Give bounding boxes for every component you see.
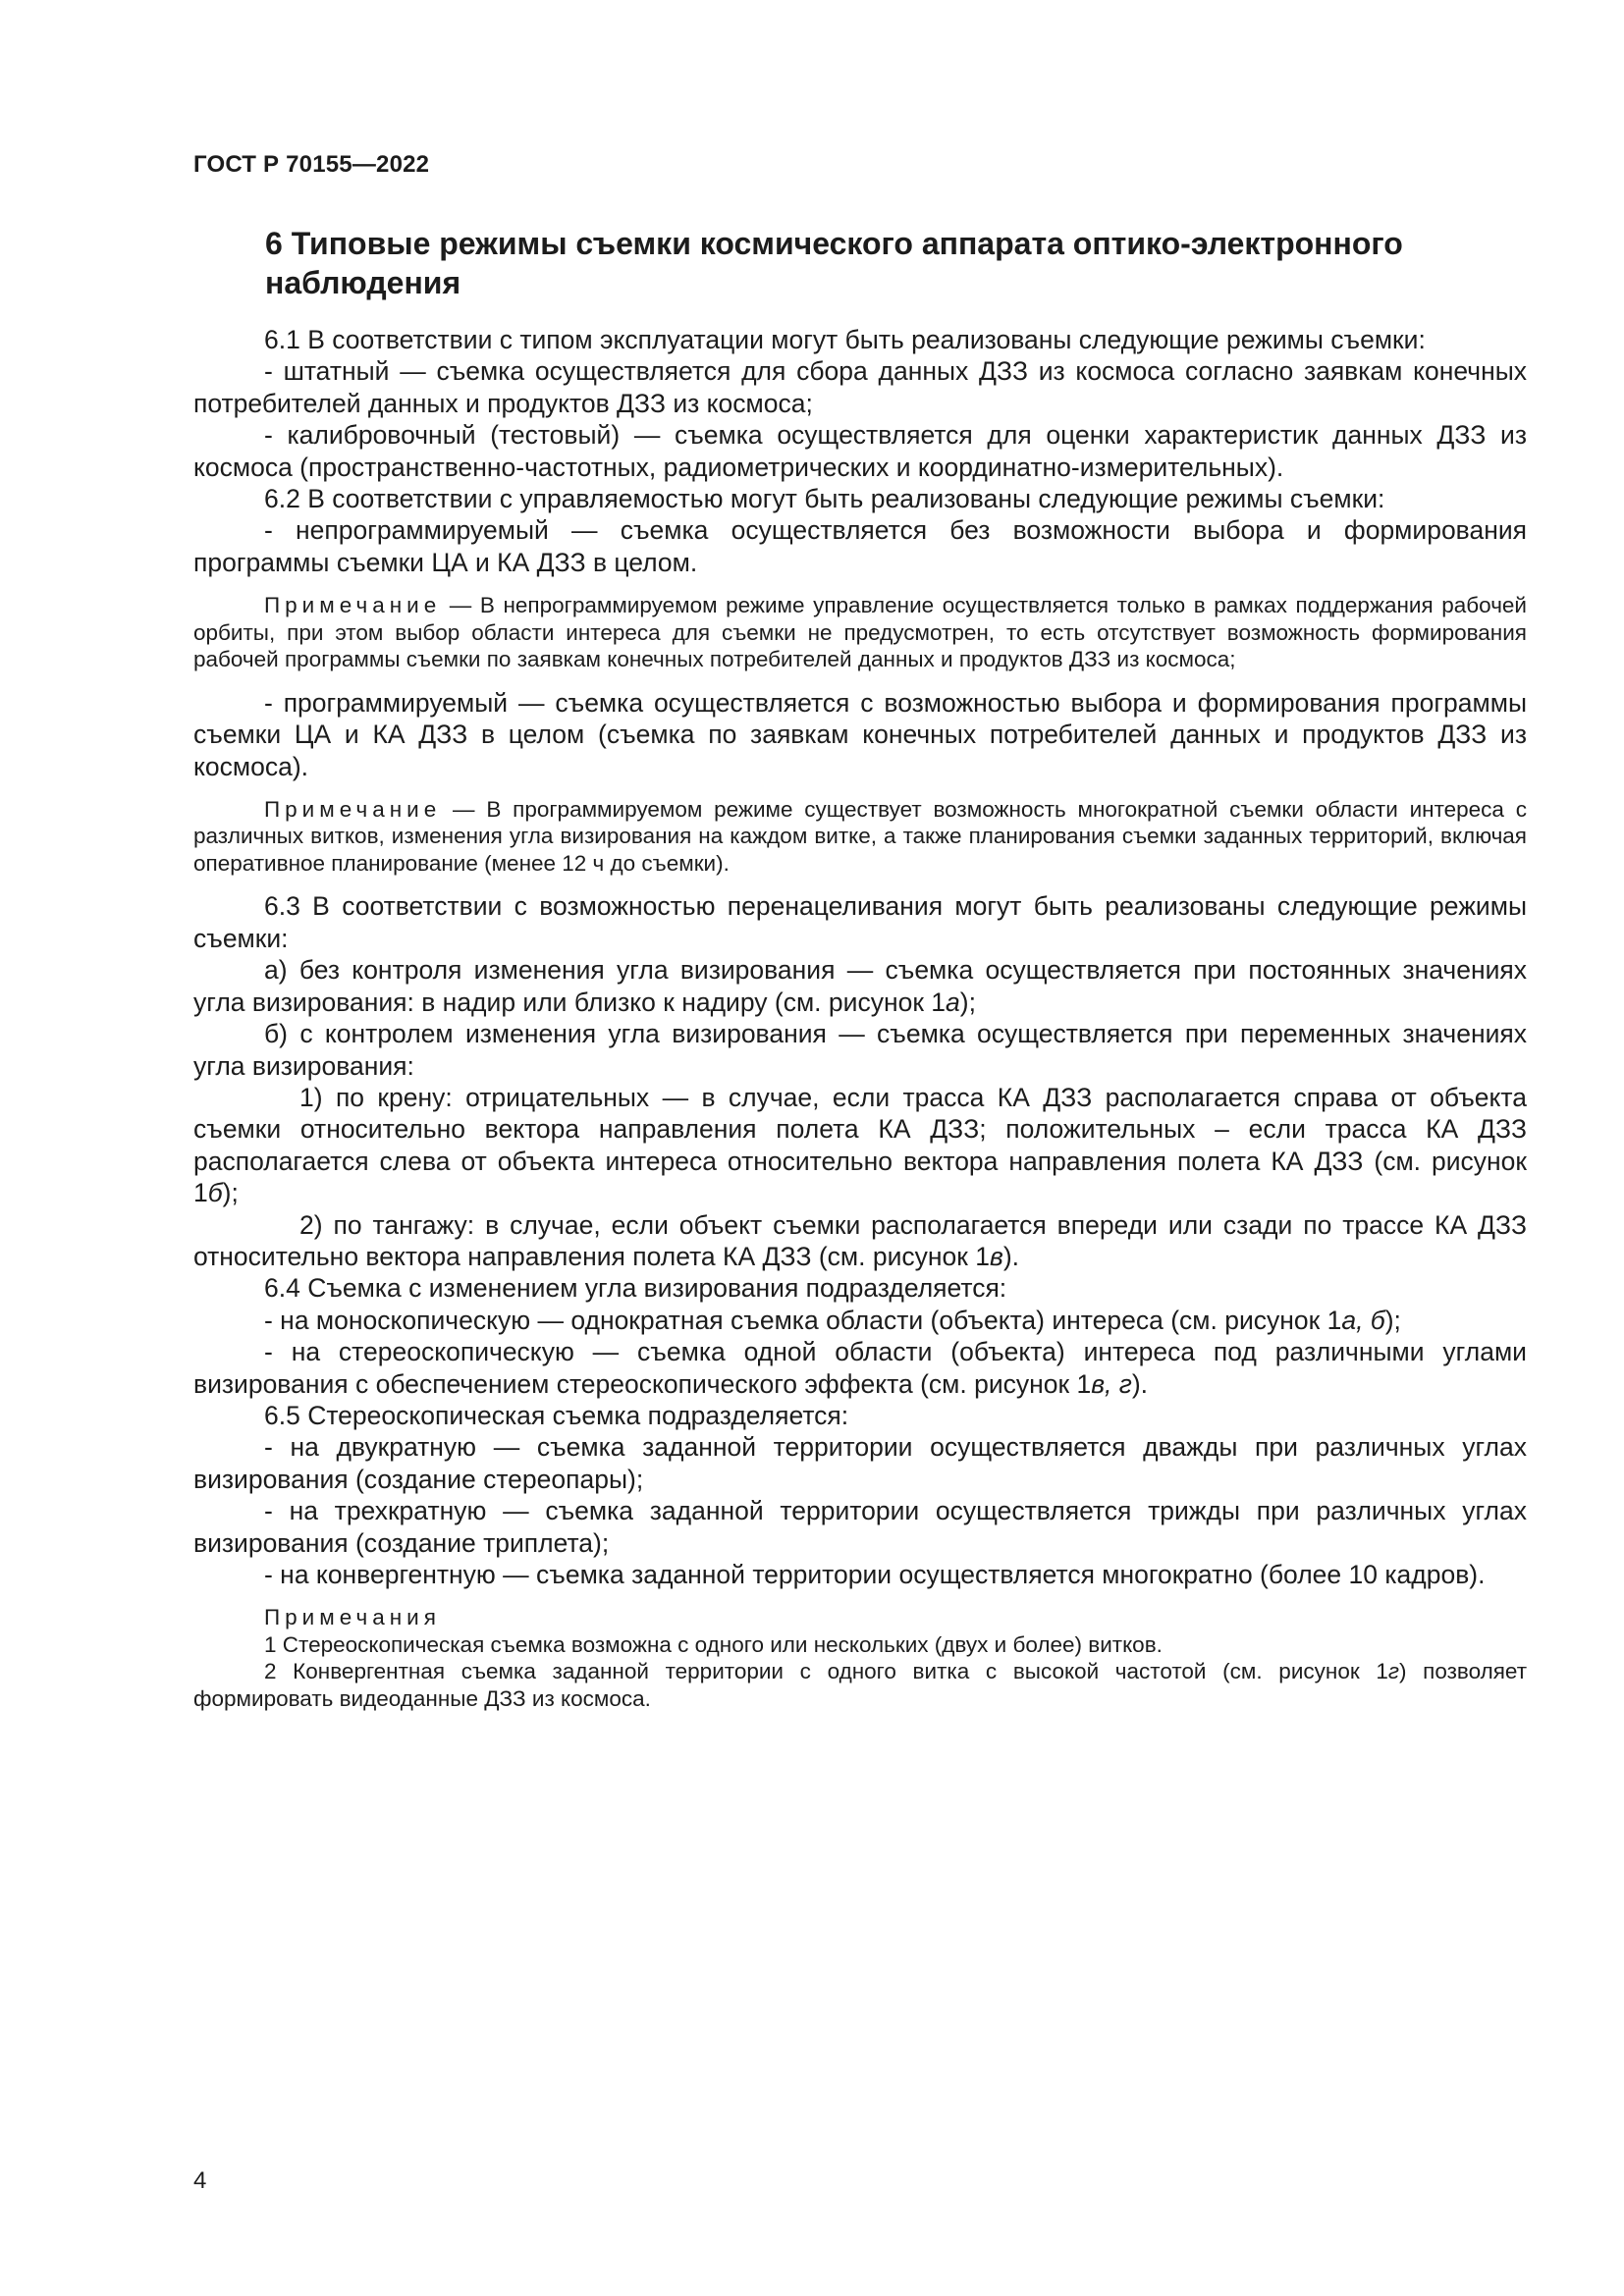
clause-6-3-item-b1: 1) по крену: отрицательных — в случае, если трасса КА ДЗЗ располагается справа от объекта съемки относительно вектора направления полета КА ДЗЗ; положительных – если трасса КА ДЗЗ располагается слева от объекта интереса относительно вектора направления полета КА ДЗЗ (см. рисунок 1б); (193, 1082, 1527, 1208)
clause-6-5-item-convergent: - на конвергентную — съемка заданной территории осуществляется многократно (более 10 кадров). (264, 1560, 1486, 1589)
clause-6-4-item-mono: - на моноскопическую — однократная съемка области (объекта) интереса (см. рисунок 1а, б); (264, 1305, 1401, 1335)
figure-ref: г (1387, 1659, 1399, 1684)
figure-ref: в (989, 1241, 1003, 1271)
clause-6-3-intro: 6.3 В соответствии с возможностью перенацеливания могут быть реализованы следующие режимы съемки: (193, 891, 1527, 953)
note-label: Примечание (264, 796, 442, 822)
clause-6-2-item-programmable: - программируемый — съемка осуществляется с возможностью выбора и формирования программы съемки ЦА и КА ДЗЗ в целом (съемка по заявкам конечных потребителей данных и продуктов ДЗЗ из космоса). (193, 687, 1527, 781)
note-nonprogrammable (193, 592, 1527, 673)
clause-6-1-intro: 6.1 В соответствии с типом эксплуатации могут быть реализованы следующие режимы съемки: (264, 325, 1426, 354)
clause-6-3-item-b2: 2) по тангажу: в случае, если объект съемки располагается впереди или сзади по трассе КА ДЗЗ относительно вектора направления полета КА ДЗЗ (см. рисунок 1в). (193, 1209, 1527, 1271)
note-item-1: 1 Стереоскопическая съемка возможна с одного или нескольких (двух и более) витков. (264, 1631, 1163, 1657)
clause-6-3-item-a: а) без контроля изменения угла визирования — съемка осуществляется при постоянных значениях угла визирования: в надир или близко к надиру (см. рисунок 1а); (193, 955, 1527, 1017)
clause-6-4-item-stereo: - на стереоскопическую — съемка одной области (объекта) интереса под различными углами визирования с обеспечением стереоскопического эффекта (см. рисунок 1в, г). (193, 1337, 1527, 1399)
body-text (193, 324, 1527, 1726)
clause-6-2-intro: 6.2 В соответствии с управляемостью могут быть реализованы следующие режимы съемки: (264, 484, 1385, 514)
figure-ref: в, г (1091, 1368, 1132, 1399)
figure-ref: а (946, 987, 960, 1017)
note-text: — В непрограммируемом режиме управление осуществляется только в рамках поддержания рабочей орбиты, при этом выбор области интереса для съемки не предусмотрен, то есть отсутствует возможность формирования рабочей программы съемки по заявкам конечных потребителей данных и продуктов ДЗЗ из космоса; (193, 593, 1527, 672)
notes-label: Примечания (264, 1605, 441, 1630)
section-title: 6 Типовые режимы съемки космического аппарата оптико-электронного наблюдения (265, 226, 1403, 300)
clause-6-4-intro: 6.4 Съемка с изменением угла визирования подразделяется: (264, 1273, 1007, 1304)
clause-6-3-item-b: б) с контролем изменения угла визирования — съемка осуществляется при переменных значениях угла визирования: (193, 1019, 1527, 1081)
note-text: — В программируемом режиме существует возможность многократной съемки области интереса с различных витков, изменения угла визирования на каждом витке, а также планирования съемки заданных территорий, включая оперативное планирование (менее 12 ч до съемки). (193, 796, 1527, 876)
figure-ref: а, б (1341, 1305, 1385, 1335)
notes-block (193, 1604, 1527, 1712)
clause-6-5-item-triple: - на трехкратную — съемка заданной территории осуществляется трижды при различных углах визирования (создание триплета); (193, 1496, 1527, 1558)
note-label: Примечание (264, 593, 442, 618)
clause-6-5-item-double: - на двукратную — съемка заданной территории осуществляется дважды при различных углах визирования (создание стереопары); (193, 1432, 1527, 1494)
figure-ref: б (207, 1178, 223, 1208)
clause-6-2-item-nonprogrammable: - непрограммируемый — съемка осуществляется без возможности выбора и формирования программы съемки ЦА и КА ДЗЗ в целом. (193, 515, 1527, 577)
note-item-2: 2 Конвергентная съемка заданной территории с одного витка с высокой частотой (см. рисунок 1г) позволяет формировать видеоданные ДЗЗ из космоса. (193, 1659, 1527, 1711)
page-number: 4 (193, 2167, 207, 2194)
document-code-header: ГОСТ Р 70155—2022 (193, 151, 430, 178)
clause-6-5-intro: 6.5 Стереоскопическая съемка подразделяется: (264, 1400, 849, 1430)
note-programmable (193, 796, 1527, 878)
clause-6-1-item-calibration: - калибровочный (тестовый) — съемка осуществляется для оценки характеристик данных ДЗЗ из космоса (пространственно-частотных, радиометрических и координатно-измерительных). (193, 420, 1527, 482)
clause-6-1-item-regular: - штатный — съемка осуществляется для сбора данных ДЗЗ из космоса согласно заявкам конечных потребителей данных и продуктов ДЗЗ из космоса; (193, 356, 1527, 418)
